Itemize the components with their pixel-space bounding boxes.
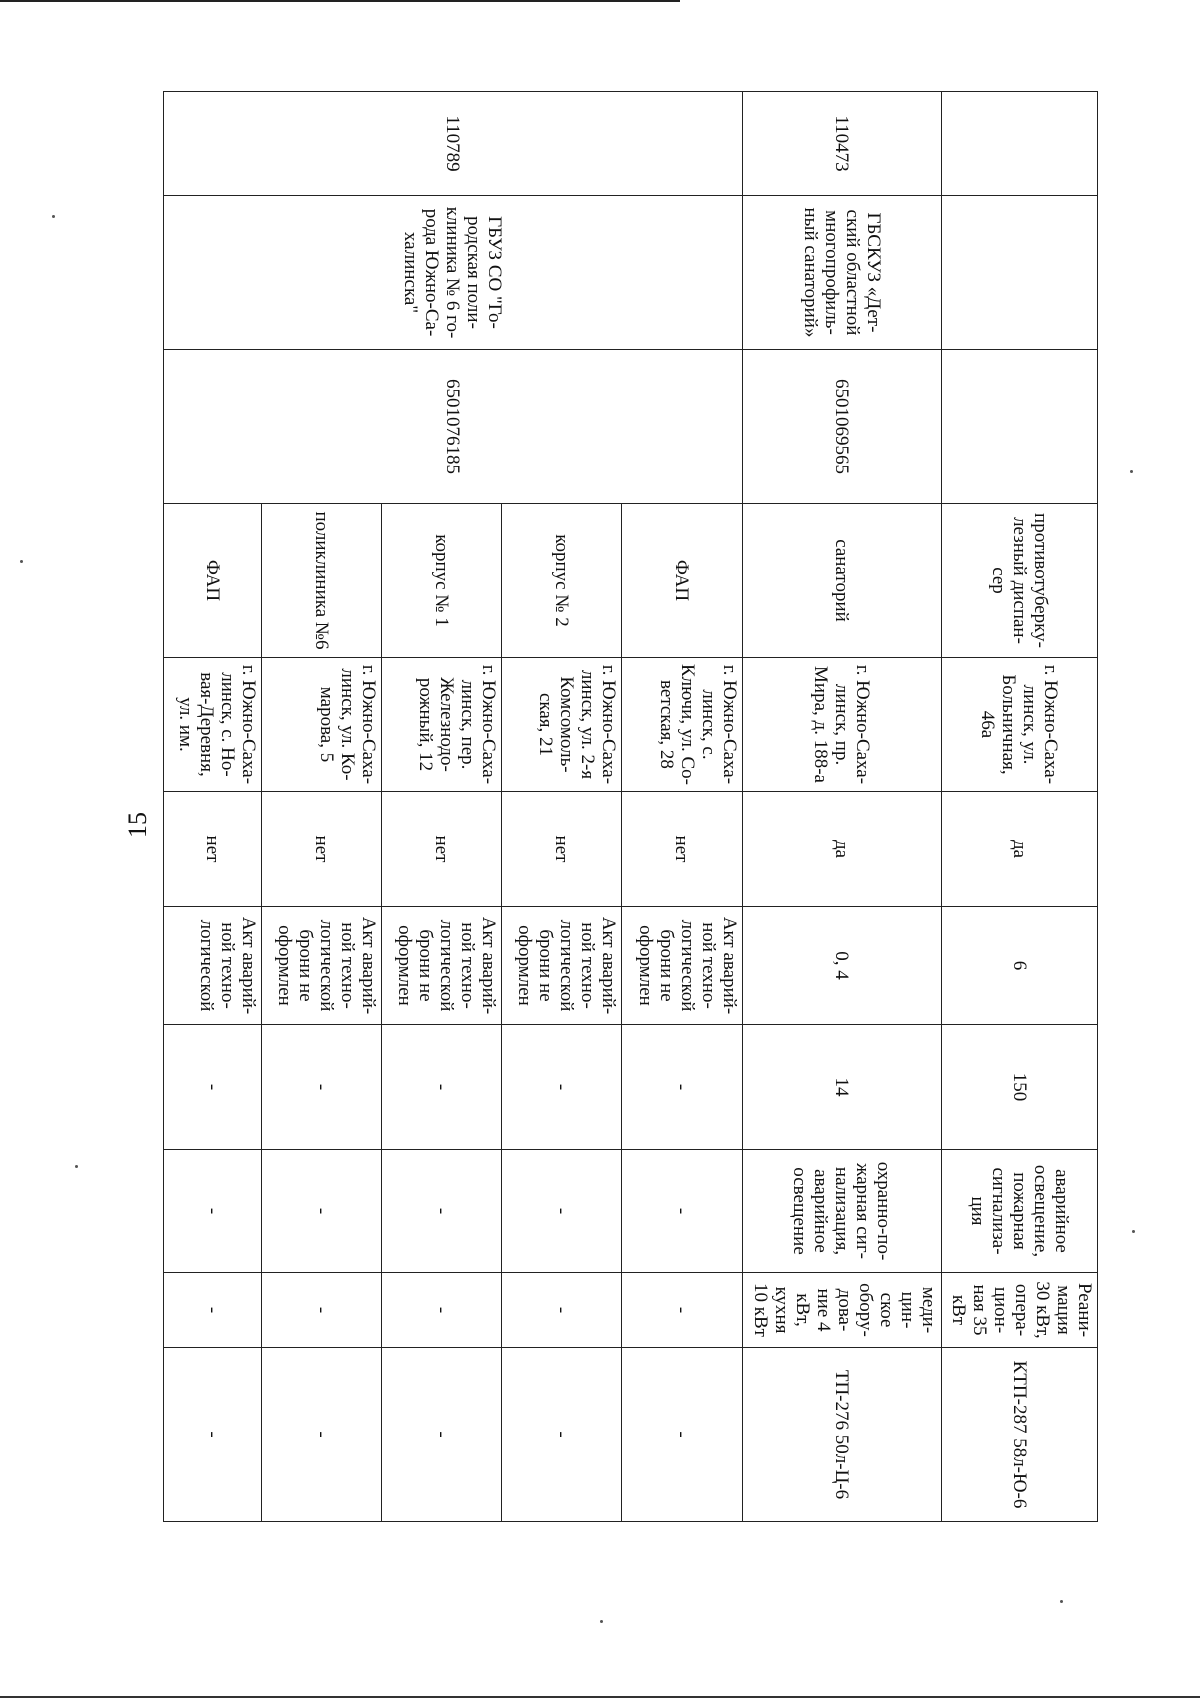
cell-substation: -	[381, 1348, 501, 1522]
cell-reserve: -	[621, 1150, 742, 1273]
cell-object: противотуберку-лезный диспан-сер	[942, 504, 1098, 658]
cell-address: г. Южно-Саха-линск, с. Но-вая-Деревня, ул. им.	[164, 658, 262, 792]
cell-address: г. Южно-Саха-линск, ул. Больничная, 46а	[942, 658, 1098, 792]
cell-reserve: -	[501, 1150, 621, 1273]
cell-akt: нет	[164, 792, 262, 907]
cell-akt: нет	[381, 792, 501, 907]
cell-object: корпус № 1	[381, 504, 501, 658]
cell-consumers: Реани-мация 30 кВт, опера-цион-ная 35 кВт	[942, 1273, 1098, 1348]
table-row	[942, 92, 1098, 1522]
cell-object: ФАП	[164, 504, 262, 658]
cell-reserve: охранно-по-жарная сиг-нализация, аварийное освещение	[742, 1150, 941, 1273]
cell-akt: да	[942, 792, 1098, 907]
scan-speck	[600, 1620, 603, 1623]
cell-reserve: -	[164, 1150, 262, 1273]
cell-hours: Акт аварий-ной техно-логической брони не оформлен	[501, 907, 621, 1025]
cell-address: г. Южно-Саха-линск, пер. Железнодо-рожный, 12	[381, 658, 501, 792]
cell-substation: -	[621, 1348, 742, 1522]
scan-speck	[20, 560, 23, 563]
scan-speck	[52, 215, 55, 218]
cell-inn	[942, 350, 1098, 504]
cell-object: корпус № 2	[501, 504, 621, 658]
cell-org	[942, 196, 1098, 350]
cell-object: санаторий	[742, 504, 941, 658]
cell-id: 110473	[742, 92, 941, 196]
cell-akt: нет	[261, 792, 381, 907]
cell-power: -	[501, 1025, 621, 1150]
cell-address: г. Южно-Саха-линск, с. Ключи, ул. Со-ветская, 28	[621, 658, 742, 792]
cell-power: 14	[742, 1025, 941, 1150]
cell-hours: Акт аварий-ной техно-логической брони не оформлен	[261, 907, 381, 1025]
cell-substation: -	[501, 1348, 621, 1522]
cell-address: г. Южно-Саха-линск, пр. Мира, д. 188-а	[742, 658, 941, 792]
cell-consumers: -	[621, 1273, 742, 1348]
scan-speck	[1132, 1230, 1135, 1233]
cell-consumers: меди-цин-ское обору-дова-ние 4 кВт, кухня 10 кВт	[742, 1273, 941, 1348]
cell-akt: нет	[501, 792, 621, 907]
table-row	[621, 92, 742, 1522]
cell-hours: 0, 4	[742, 907, 941, 1025]
cell-substation: -	[261, 1348, 381, 1522]
cell-substation: КТП-287 58л-Ю-6	[942, 1348, 1098, 1522]
cell-hours: 6	[942, 907, 1098, 1025]
cell-object: поликлиника №6	[261, 504, 381, 658]
cell-substation: -	[164, 1348, 262, 1522]
cell-inn: 6501076185	[164, 350, 743, 504]
cell-power: -	[261, 1025, 381, 1150]
cell-id	[942, 92, 1098, 196]
scan-speck	[1060, 1600, 1063, 1603]
cell-substation: ТП-276 50л-Ц-6	[742, 1348, 941, 1522]
cell-consumers: -	[261, 1273, 381, 1348]
cell-id: 110789	[164, 92, 743, 196]
cell-hours: Акт аварий-ной техно-логической брони не оформлен	[621, 907, 742, 1025]
cell-akt: да	[742, 792, 941, 907]
cell-power: -	[164, 1025, 262, 1150]
data-table	[163, 91, 1098, 1522]
table-row	[742, 92, 941, 1522]
cell-consumers: -	[164, 1273, 262, 1348]
cell-address: г. Южно-Саха-линск, ул. Ко-марова, 5	[261, 658, 381, 792]
cell-consumers: -	[381, 1273, 501, 1348]
cell-org: ГБСКУЗ «Дет-ский областной многопрофиль-ный санаторий»	[742, 196, 941, 350]
cell-power: -	[621, 1025, 742, 1150]
scan-edge-top	[0, 0, 680, 2]
cell-hours: Акт аварий-ной техно-логической	[164, 907, 262, 1025]
cell-address: г. Южно-Саха-линск, ул. 2-я Комсомоль-ская, 21	[501, 658, 621, 792]
cell-akt: нет	[621, 792, 742, 907]
scan-speck	[75, 1165, 78, 1168]
rotated-table-container	[163, 91, 1098, 1521]
cell-org: ГБУЗ СО "Го-родская поли-клиника № 6 го-рода Южно-Са-халинска"	[164, 196, 743, 350]
cell-object: ФАП	[621, 504, 742, 658]
cell-power: -	[381, 1025, 501, 1150]
cell-reserve: -	[381, 1150, 501, 1273]
page-number: 15	[123, 812, 152, 838]
cell-hours: Акт аварий-ной техно-логической брони не оформлен	[381, 907, 501, 1025]
cell-power: 150	[942, 1025, 1098, 1150]
cell-inn: 6501069565	[742, 350, 941, 504]
cell-consumers: -	[501, 1273, 621, 1348]
cell-reserve: -	[261, 1150, 381, 1273]
cell-reserve: аварийное освещение, пожарная сигнализа-ция	[942, 1150, 1098, 1273]
scan-edge-bottom	[0, 1696, 1200, 1698]
scan-speck	[1130, 470, 1133, 473]
